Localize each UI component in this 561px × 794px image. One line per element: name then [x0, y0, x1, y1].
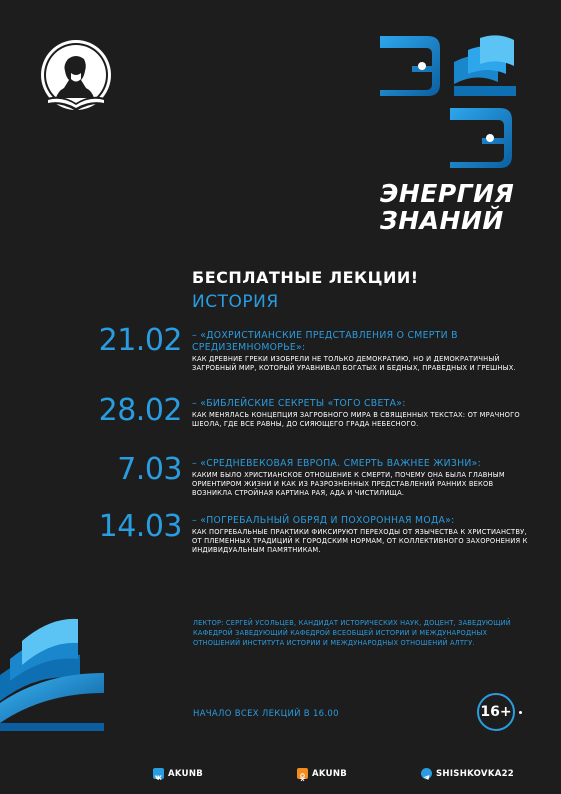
brand-title [380, 180, 540, 234]
lecture-description: КАК ПОГРЕБАЛЬНЫЕ ПРАКТИКИ ФИКСИРУЮТ ПЕРЕХОДЫ ОТ ЯЗЫЧЕСТВА К ХРИСТИАНСТВУ, ОТ ПЛЕМЕННЫХ ТРАДИЦИЙ К ГОРОДСКИМ НОРМАМ, ОТ КОЛЛЕКТИВНОГО ЗАХОРОНЕНИЯ К ИНДИВИДУАЛЬНЫМ ПАМЯТНИКАМ. [192, 528, 528, 554]
odnoklassniki-icon [297, 768, 308, 779]
social-link-odnoklassniki[interactable] [297, 768, 347, 779]
social-label: AKUNB [312, 768, 348, 779]
brand-line-1: ЭНЕРГИЯ [380, 179, 515, 208]
library-logo [38, 37, 114, 121]
lecture-description: КАКИМ БЫЛО ХРИСТИАНСКОЕ ОТНОШЕНИЕ К СМЕРТИ, ПОЧЕМУ ОНА БЫЛА ГЛАВНЫМ ОРИЕНТИРОМ ЖИЗНИ И КАК ИЗ РАЗРОЗНЕННЫХ ПРЕДСТАВЛЕНИЙ РАННИХ ВЕКОВ ВОЗНИКЛА СТРОЙНАЯ КАРТИНА РАЯ, АДА И ЧИСТИЛИЩА. [192, 471, 505, 497]
headline: БЕСПЛАТНЫЕ ЛЕКЦИИ! [192, 268, 419, 287]
lecture-title: – «ПОГРЕБАЛЬНЫЙ ОБРЯД И ПОХОРОННАЯ МОДА»: [192, 515, 455, 526]
lecture-title: – «СРЕДНЕВЕКОВАЯ ЕВРОПА. СМЕРТЬ ВАЖНЕЕ ЖИЗНИ»: [192, 458, 482, 469]
age-rating-badge [477, 693, 515, 731]
corner-wing-graphic [0, 615, 110, 735]
lecture-description: КАК МЕНЯЛАСЬ КОНЦЕПЦИЯ ЗАГРОБНОГО МИРА В СВЯЩЕННЫХ ТЕКСТАХ: ОТ МРАЧНОГО ШЕОЛА, ГДЕ ВСЕ РАВНЫ, ДО СИЯЮЩЕГО ГРАДА НЕБЕСНОГО. [192, 411, 520, 428]
lecture-title: – «ДОХРИСТИАНСКИЕ ПРЕДСТАВЛЕНИЯ О СМЕРТИ В СРЕДИЗЕМНОМОРЬЕ»: [192, 330, 458, 353]
lecture-date: 28.02 [98, 393, 182, 428]
social-link-telegram[interactable] [421, 768, 514, 779]
vk-icon [153, 768, 164, 779]
social-label: SHISHKOVKA22 [436, 768, 515, 779]
telegram-icon [421, 768, 432, 779]
brand-line-2: ЗНАНИЙ [380, 206, 504, 235]
social-label: AKUNB [168, 768, 204, 779]
lecture-date: 7.03 [117, 452, 182, 487]
lecture-date: 14.03 [98, 509, 182, 544]
lecture-description: КАК ДРЕВНИЕ ГРЕКИ ИЗОБРЕЛИ НЕ ТОЛЬКО ДЕМОКРАТИЮ, НО И ДЕМОКРАТИЧНЫЙ ЗАГРОБНЫЙ МИР, КОТОРЫЙ УРАВНИВАЛ БОГАТЫХ И БЕДНЫХ, ПРАВЕДНЫХ И ГРЕШНЫХ. [192, 355, 516, 372]
social-link-vk[interactable] [153, 768, 203, 779]
lecture-date: 21.02 [98, 323, 182, 358]
lecturer-info: ЛЕКТОР: СЕРГЕЙ УСОЛЬЦЕВ, КАНДИДАТ ИСТОРИЧЕСКИХ НАУК, ДОЦЕНТ, ЗАВЕДУЮЩИЙ КАФЕДРОЙ ЗАВЕДУЮЩИЙ КАФЕДРОЙ ВСЕОБЩЕЙ ИСТОРИИ И МЕЖДУНАРОДНЫХ ОТНОШЕНИЙ ИНСТИТУТА ИСТОРИИ И МЕЖДУНАРОДНЫХ ОТНОШЕНИЙ АЛТГУ. [193, 619, 511, 647]
decor-dot [519, 711, 522, 714]
age-rating-label: 16+ [480, 704, 512, 720]
start-time: НАЧАЛО ВСЕХ ЛЕКЦИЙ В 16.00 [193, 709, 339, 719]
lecture-title: – «БИБЛЕЙСКИЕ СЕКРЕТЫ «ТОГО СВЕТА»: [192, 398, 406, 409]
energy-emblem-graphic [372, 28, 532, 178]
topic-title: ИСТОРИЯ [192, 292, 279, 312]
